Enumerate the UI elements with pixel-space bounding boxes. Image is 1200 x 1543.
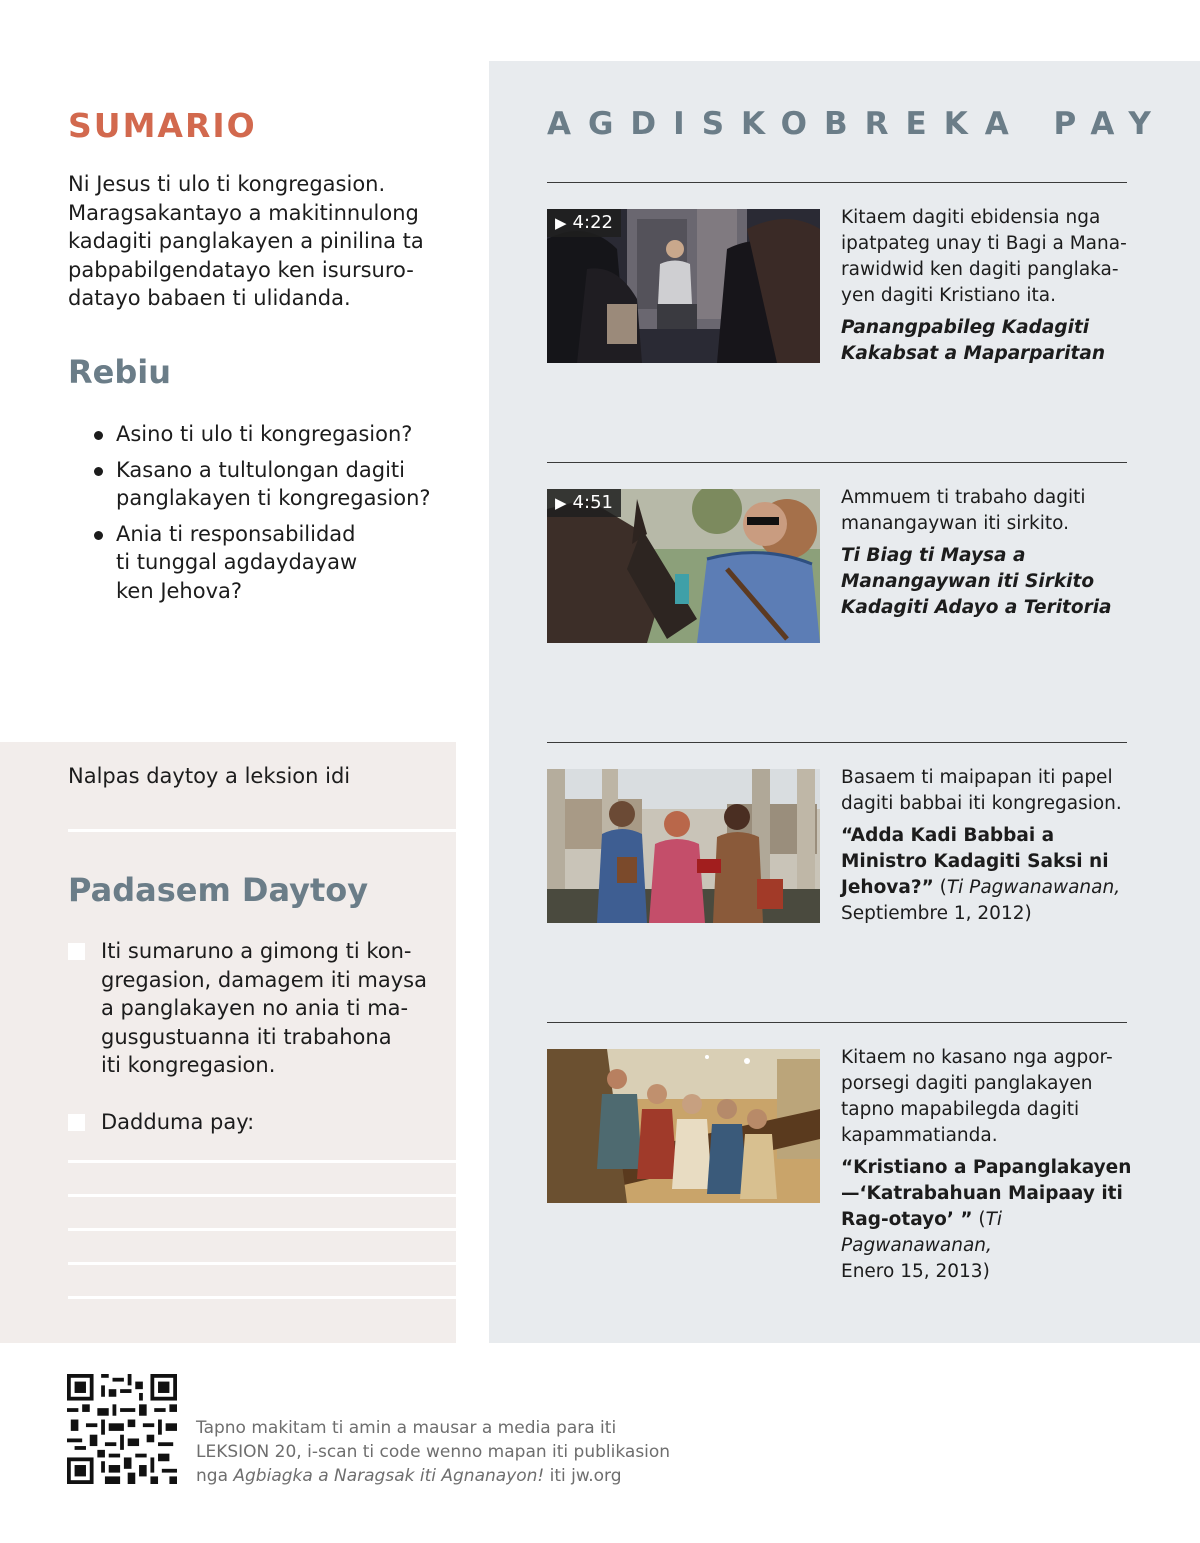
- sisters-article-image[interactable]: [547, 769, 820, 923]
- sumario-line: Maragsakantayo a makitinnulong: [68, 200, 419, 225]
- discover-title: AGDISKOBREKA PAY: [547, 106, 1168, 142]
- sumario-line: kadagiti panglakayen a pinilina ta: [68, 229, 424, 253]
- checkbox[interactable]: [68, 943, 85, 960]
- question-line: panglakayen ti kongregasion?: [116, 486, 431, 510]
- sumario-line: Ni Jesus ti ulo ti kongregasion.: [68, 172, 386, 196]
- ref-date: Enero 15, 2013: [841, 1261, 983, 1282]
- desc-line: Basaem ti maipapan iti papel: [841, 767, 1113, 788]
- ref-line: Ti Biag ti Maysa a: [841, 545, 1026, 566]
- ref-line: “Adda Kadi Babbai a: [841, 825, 1055, 846]
- ref-line: Jehova?”: [841, 877, 934, 898]
- desc-line: Kitaem dagiti ebidensia nga: [841, 207, 1101, 228]
- divider: [547, 742, 1127, 743]
- footer-line: LEKSION 20, i-scan ti code wenno mapan iti publikasion: [196, 1442, 671, 1462]
- video-title-link[interactable]: [841, 543, 1141, 621]
- desc-line: Kitaem no kasano nga agpor-: [841, 1047, 1113, 1068]
- rebiu-question: [94, 520, 454, 606]
- sumario-text: [68, 170, 438, 313]
- rebiu-questions: [94, 420, 454, 612]
- bullet-icon: [94, 431, 103, 440]
- writing-line[interactable]: [68, 1194, 456, 1197]
- writing-line[interactable]: [68, 1228, 456, 1231]
- ref-line: “Kristiano a Papanglakayen: [841, 1157, 1132, 1178]
- desc-line: manangaywan iti sirkito.: [841, 513, 1070, 534]
- desc-line: rawidwid ken dagiti panglaka-: [841, 259, 1119, 280]
- sumario-line: pabpabilgendatayo ken isursuro-: [68, 257, 414, 282]
- play-icon: ▶: [555, 494, 567, 512]
- publication-title: Agbiagka a Naragsak iti Agnanayon!: [233, 1466, 545, 1486]
- ref-date: Septiembre 1, 2012: [841, 903, 1025, 924]
- item-description: [841, 1045, 1141, 1149]
- congregation-meeting-video-thumbnail[interactable]: [547, 209, 820, 363]
- ref-line: Ministro Kadagiti Saksi ni: [841, 851, 1109, 872]
- ref-line: —‘Katrabahuan Maipaay iti: [841, 1183, 1123, 1204]
- ref-source: Ti Pagwanawanan,: [841, 1209, 1003, 1256]
- checkbox[interactable]: [68, 1114, 85, 1131]
- footer-note: [196, 1416, 696, 1488]
- ref-line: Kadagiti Adayo a Teritoria: [841, 597, 1112, 618]
- divider: [547, 462, 1127, 463]
- task-line: gusgustuanna iti trabahona: [101, 1024, 392, 1049]
- footer-line: nga Agbiagka a Naragsak iti Agnanayon! iti jw.org: [196, 1466, 622, 1486]
- question-line: Ania ti responsabilidad: [116, 521, 356, 546]
- question-line: Asino ti ulo ti kongregasion?: [116, 422, 413, 446]
- sumario-line: datayo babaen ti ulidanda.: [68, 286, 351, 310]
- qr-code-icon[interactable]: [67, 1374, 177, 1484]
- desc-line: ipatpateg unay ti Bagi a Mana-: [841, 233, 1127, 254]
- ref-line: Rag-otayo’ ”: [841, 1209, 973, 1230]
- desc-line: porsegi dagiti panglakayen: [841, 1073, 1093, 1094]
- desc-line: Ammuem ti trabaho dagiti: [841, 487, 1086, 508]
- desc-line: kapammatianda.: [841, 1125, 998, 1146]
- completed-date-line[interactable]: [68, 829, 456, 832]
- rebiu-title: Rebiu: [68, 353, 171, 391]
- question-line: Kasano a tultulongan dagiti: [116, 457, 405, 482]
- task-line: a panglakayen no ania ti ma-: [101, 996, 409, 1020]
- circuit-overseer-video-thumbnail[interactable]: [547, 489, 820, 643]
- discover-item-text: [841, 485, 1141, 621]
- bullet-icon: [94, 531, 103, 540]
- other-checklist-item: [68, 1108, 428, 1137]
- ref-line: Manangaywan iti Sirkito: [841, 571, 1095, 592]
- sumario-title: SUMARIO: [68, 106, 257, 145]
- task-line: iti kongregasion.: [101, 1053, 276, 1077]
- discover-item-text: [841, 205, 1141, 367]
- discover-item-text: [841, 1045, 1141, 1285]
- video-title-link[interactable]: [841, 315, 1141, 367]
- rebiu-question: [94, 420, 454, 449]
- rebiu-question: [94, 456, 454, 513]
- desc-line: yen dagiti Kristiano ita.: [841, 285, 1056, 306]
- paul-elders-painting: [547, 1049, 820, 1203]
- article-reference-link[interactable]: “Adda Kadi Babbai a Ministro Kadagiti Saksi ni Jehova?” (Ti Pagwanawanan, Septiembre 1, 2012): [841, 823, 1141, 927]
- divider: [547, 182, 1127, 183]
- task-checklist-item: [68, 937, 428, 1080]
- ref-source: Ti Pagwanawanan,: [946, 877, 1121, 898]
- padasem-title: Padasem Daytoy: [68, 871, 369, 909]
- divider: [547, 1022, 1127, 1023]
- ref-line: Panangpabileg Kadagiti: [841, 317, 1090, 338]
- discover-item-text: [841, 765, 1141, 927]
- video-duration-badge: [547, 489, 621, 517]
- task-line: gregasion, damagem iti maysa: [101, 967, 427, 992]
- sisters-preaching-photo: [547, 769, 820, 923]
- item-description: [841, 485, 1141, 537]
- elders-article-image[interactable]: [547, 1049, 820, 1203]
- ref-line: Kakabsat a Maparparitan: [841, 343, 1105, 364]
- article-reference-link[interactable]: “Kristiano a Papanglakayen —‘Katrabahuan Maipaay iti Rag-otayo’ ” (Ti Pagwanawanan, Enero 15, 2013): [841, 1155, 1141, 1285]
- desc-line: dagiti babbai iti kongregasion.: [841, 793, 1122, 814]
- writing-line[interactable]: [68, 1296, 456, 1299]
- other-label: Dadduma pay:: [101, 1110, 255, 1134]
- video-duration-badge: [547, 209, 621, 237]
- footer-line: Tapno makitam ti amin a mausar a media para iti: [196, 1418, 617, 1438]
- duration: 4:22: [572, 212, 613, 233]
- bullet-icon: [94, 467, 103, 476]
- question-line: ken Jehova?: [116, 578, 243, 603]
- item-description: [841, 765, 1141, 817]
- task-line: Iti sumaruno a gimong ti kon-: [101, 939, 412, 963]
- writing-line[interactable]: [68, 1262, 456, 1265]
- item-description: [841, 205, 1141, 309]
- desc-line: tapno mapabilegda dagiti: [841, 1099, 1080, 1120]
- duration: 4:51: [572, 492, 613, 513]
- question-line: ti tunggal agdaydayaw: [116, 550, 358, 574]
- completed-date-label: Nalpas daytoy a leksion idi: [68, 764, 351, 788]
- play-icon: ▶: [555, 214, 567, 232]
- website-link[interactable]: iti jw.org: [544, 1466, 622, 1486]
- writing-line[interactable]: [68, 1160, 456, 1163]
